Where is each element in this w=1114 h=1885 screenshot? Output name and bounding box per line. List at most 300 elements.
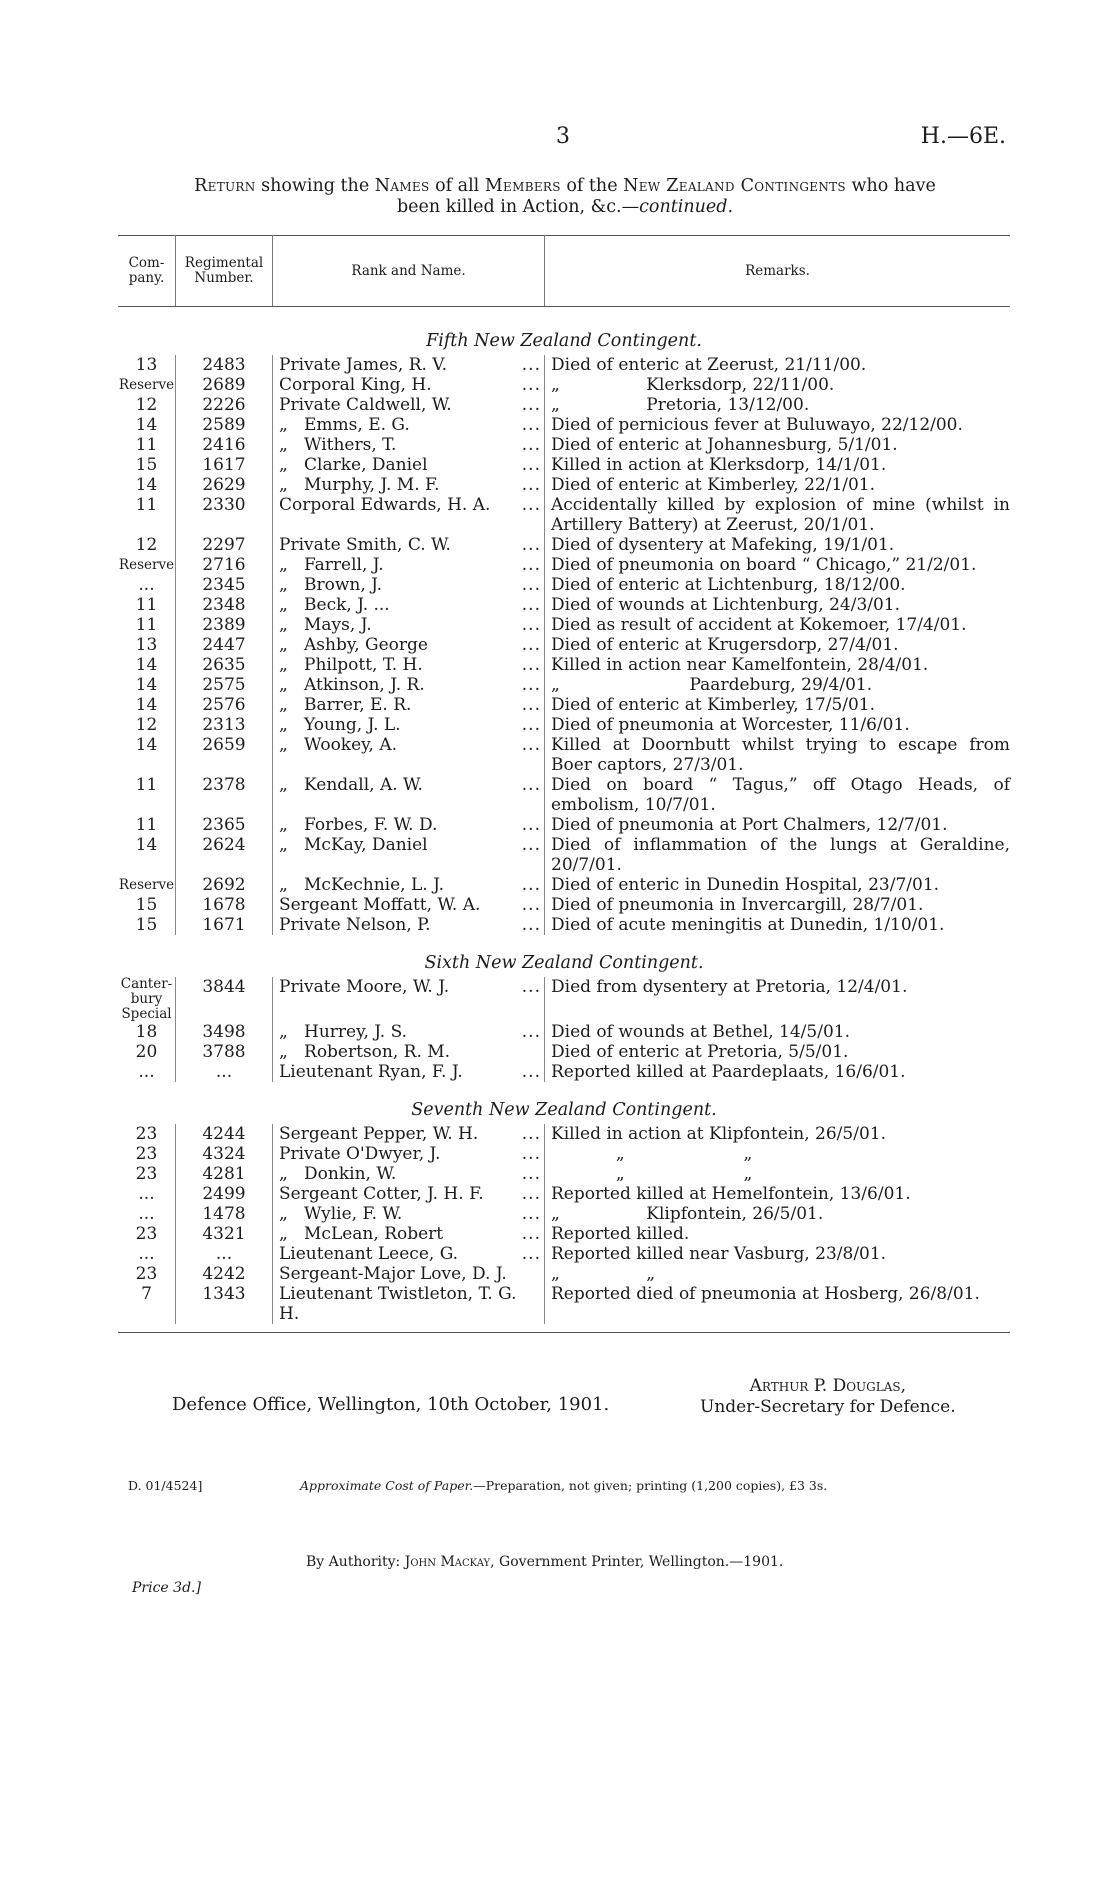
regimental-number-cell: 2576 [176,695,273,715]
casualty-table [118,235,1016,1333]
leader-dots: ... [521,1164,541,1184]
title-part: New Zealand Contingents [623,176,846,196]
table-row [118,1264,1010,1284]
table-row [118,535,1010,555]
leader-dots: ... [521,555,541,575]
rank-name: Private James, R. V. [279,355,448,375]
regimental-number-cell: 2716 [176,555,273,575]
regimental-number-cell: 3498 [176,1022,273,1042]
rank-name-wrap [279,1284,544,1324]
regimental-number-cell: 2575 [176,675,273,695]
rank-name-cell [273,375,545,395]
rank-name: Sergeant Moffatt, W. A. [279,895,481,915]
table-row [118,1184,1010,1204]
regimental-number-cell: 2624 [176,835,273,875]
remarks-cell: Died of wounds at Bethel, 14/5/01. [551,1022,850,1042]
company-cell: 11 [118,595,176,615]
rank-name-wrap [279,675,544,695]
remarks-cell: Killed in action near Kamelfontein, 28/4/01. [551,655,929,675]
regimental-number-cell: 4242 [176,1264,273,1284]
rank-name-wrap [279,875,544,895]
rank-name: Lieutenant Leece, G. [279,1244,459,1264]
company-cell: 13 [118,355,176,375]
rank-name-wrap [279,1144,544,1164]
remarks-cell: Died of wounds at Lichtenburg, 24/3/01. [551,595,901,615]
title-part: Names [374,176,430,196]
regimental-number-cell: ... [176,1062,273,1082]
company-cell: ... [118,575,176,595]
company-cell: 23 [118,1224,176,1244]
table-row [118,1224,1010,1244]
rank-name-cell [273,395,545,415]
regimental-number-cell: 2378 [176,775,273,815]
regimental-number-cell: 4321 [176,1224,273,1244]
table-row [118,375,1010,395]
regimental-number-cell: 1478 [176,1204,273,1224]
leader-dots: ... [521,595,541,615]
rank-name: „ Atkinson, J. R. [279,675,425,695]
regimental-number-cell: 4244 [176,1124,273,1144]
remarks-cell: Reported killed at Hemelfontein, 13/6/01. [551,1184,911,1204]
regimental-number-cell: 2635 [176,655,273,675]
col-remarks-header: Remarks. [545,236,1011,307]
remarks-cell: „ „ [551,1264,656,1284]
table-row [118,455,1010,475]
col-rank-header: Rank and Name. [273,236,545,307]
leader-dots: ... [521,435,541,455]
rank-name-wrap [279,715,544,735]
leader-dots: ... [521,895,541,915]
regimental-number-cell: 2345 [176,575,273,595]
rank-name: „ Barrer, E. R. [279,695,412,715]
leader-dots: ... [521,495,541,515]
rank-name: „ Donkin, W. [279,1164,397,1184]
remarks-cell: Died of enteric at Kimberley, 22/1/01. [551,475,876,495]
company-cell: 7 [118,1284,176,1324]
leader-dots: ... [521,735,541,755]
rank-name-cell [273,977,545,1022]
remarks-cell: Killed at Doornbutt whilst trying to escape from Boer captors, 27/3/01. [551,735,1016,775]
rank-name: Lieutenant Twistleton, T. G. H. [279,1284,522,1324]
rank-name-wrap [279,495,544,515]
rank-name: „ Wylie, F. W. [279,1204,403,1224]
rank-name: Private Nelson, P. [279,915,431,935]
rank-name: Sergeant Pepper, W. H. [279,1124,479,1144]
rank-name-wrap [279,895,544,915]
leader-dots: ... [521,1224,541,1244]
section-heading: Sixth New Zealand Contingent. [424,953,704,973]
rank-name-cell [273,355,545,375]
table-row [118,1022,1010,1042]
rank-name-cell [273,775,545,815]
remarks-cell: Killed in action at Klerksdorp, 14/1/01. [551,455,887,475]
rank-name-cell [273,475,545,495]
remarks-cell: Reported killed near Vasburg, 23/8/01. [551,1244,887,1264]
title-part: showing the [255,176,375,196]
rank-name: „ Clarke, Daniel [279,455,428,475]
rank-name-cell [273,1244,545,1264]
authority-prefix: By Authority: [306,1554,405,1570]
regimental-number-cell: 3788 [176,1042,273,1062]
rank-name-wrap [279,575,544,595]
leader-dots: ... [521,1022,541,1042]
table-row [118,575,1010,595]
table-row [118,475,1010,495]
title-line-2 [120,197,1010,218]
rank-name: „ Murphy, J. M. F. [279,475,440,495]
rank-name: „ Kendall, A. W. [279,775,423,795]
rank-name: „ McLean, Robert [279,1224,444,1244]
table-row [118,1144,1010,1164]
table-row [118,415,1010,435]
company-cell: ... [118,1244,176,1264]
table-row [118,1062,1010,1082]
document-reference: H.—6E. [920,124,1006,149]
regimental-number-cell: 1617 [176,455,273,475]
office-line: Defence Office, Wellington, 10th October, 1901. [172,1394,610,1415]
company-cell: 11 [118,775,176,815]
company-cell: 23 [118,1264,176,1284]
company-cell: 23 [118,1164,176,1184]
company-cell: 14 [118,475,176,495]
remarks-cell: Reported killed. [551,1224,690,1244]
company-cell: ... [118,1184,176,1204]
company-cell: 11 [118,615,176,635]
rank-name-cell [273,1184,545,1204]
section-heading-row [118,935,1010,977]
company-cell: ... [118,1204,176,1224]
regimental-number-cell: ... [176,1244,273,1264]
rank-name-wrap [279,1022,544,1042]
rank-name-wrap [279,1164,544,1184]
title-part: who have [845,176,936,196]
remarks-cell: Died of pneumonia at Worcester, 11/6/01. [551,715,910,735]
rank-name-wrap [279,635,544,655]
rank-name-cell [273,875,545,895]
rank-name-wrap [279,375,544,395]
authority-line [306,1554,783,1570]
leader-dots: ... [521,977,541,997]
rank-name-cell [273,495,545,535]
rank-name: „ Farrell, J. [279,555,384,575]
company-cell: 12 [118,535,176,555]
rank-name: Lieutenant Ryan, F. J. [279,1062,463,1082]
remarks-cell: Died of pneumonia on board “ Chicago,” 21/2/01. [551,555,977,575]
rank-name-wrap [279,977,544,997]
company-cell: ... [118,1062,176,1082]
rank-name-cell [273,435,545,455]
company-cell: Reserve [118,557,175,573]
rank-name-wrap [279,655,544,675]
rank-name-cell [273,1264,545,1284]
regimental-number-cell: 2389 [176,615,273,635]
rank-name-cell [273,835,545,875]
remarks-cell: Died of inflammation of the lungs at Geraldine, 20/7/01. [551,835,1016,875]
rank-name-wrap [279,1204,544,1224]
regimental-number-cell: 2348 [176,595,273,615]
title-part: of all [429,176,485,196]
rank-name: „ Hurrey, J. S. [279,1022,408,1042]
rank-name-wrap [279,415,544,435]
table-row [118,615,1010,635]
table-row [118,977,1010,1022]
rank-name-cell [273,455,545,475]
remarks-cell: Died of enteric at Lichtenburg, 18/12/00. [551,575,906,595]
rank-name-cell [273,715,545,735]
table-row [118,695,1010,715]
section-heading-row [118,1082,1010,1124]
rank-name-wrap [279,615,544,635]
remarks-cell: Died of enteric at Pretoria, 5/5/01. [551,1042,849,1062]
rank-name-cell [273,1124,545,1144]
rank-name: „ Mays, J. [279,615,372,635]
rank-name-cell [273,735,545,775]
rank-name-wrap [279,535,544,555]
regimental-number-cell: 2447 [176,635,273,655]
rank-name-cell [273,1144,545,1164]
remarks-cell: Accidentally killed by explosion of mine (whilst in Artillery Battery) at Zeerust, 20/1/01. [551,495,1016,535]
rank-name: „ Robertson, R. M. [279,1042,451,1062]
leader-dots: ... [521,615,541,635]
leader-dots: ... [521,375,541,395]
rank-name-cell [273,1164,545,1184]
printer-name: John Mackay, [404,1554,495,1570]
leader-dots: ... [521,835,541,855]
remarks-cell: Died on board “ Tagus,” off Otago Heads, of embolism, 10/7/01. [551,775,1016,815]
page-title [120,176,1010,218]
rank-name-cell [273,575,545,595]
regimental-number-cell: 2416 [176,435,273,455]
leader-dots: ... [521,355,541,375]
rank-name: „ McKechnie, L. J. [279,875,444,895]
rank-name-cell [273,895,545,915]
company-cell: 23 [118,1124,176,1144]
signature-block [700,1376,956,1418]
rank-name: Sergeant-Major Love, D. J. [279,1264,507,1284]
remarks-cell: Died of pneumonia in Invercargill, 28/7/01. [551,895,924,915]
rank-name-wrap [279,355,544,375]
rank-name-wrap [279,1244,544,1264]
rank-name: Private Smith, C. W. [279,535,451,555]
regimental-number-cell: 1678 [176,895,273,915]
leader-dots: ... [521,1184,541,1204]
rank-name: „ Ashby, George [279,635,428,655]
regimental-number-cell: 2297 [176,535,273,555]
leader-dots: ... [521,695,541,715]
regimental-number-cell: 2689 [176,375,273,395]
remarks-cell: „ Pretoria, 13/12/00. [551,395,810,415]
table-row [118,355,1010,375]
rank-name-wrap [279,455,544,475]
table-row [118,875,1010,895]
remarks-cell: Killed in action at Klipfontein, 26/5/01. [551,1124,886,1144]
leader-dots: ... [521,655,541,675]
rank-name-wrap [279,595,544,615]
remarks-cell: Died of enteric at Johannesburg, 5/1/01. [551,435,898,455]
rank-name-cell [273,555,545,575]
table-row [118,815,1010,835]
company-cell: 14 [118,695,176,715]
rank-name: „ Wookey, A. [279,735,398,755]
table-row [118,1042,1010,1062]
rank-name-wrap [279,555,544,575]
remarks-cell: „ Paardeburg, 29/4/01. [551,675,873,695]
company-cell: 20 [118,1042,176,1062]
rank-name-wrap [279,1264,544,1284]
remarks-cell: Died of enteric in Dunedin Hospital, 23/7/01. [551,875,940,895]
rank-name: Corporal King, H. [279,375,432,395]
title-part: Return [194,176,256,196]
rank-name-cell [273,1284,545,1324]
rank-name: „ Young, J. L. [279,715,401,735]
rank-name: „ Withers, T. [279,435,397,455]
remarks-cell: „ Klerksdorp, 22/11/00. [551,375,835,395]
cost-label: Approximate Cost of Paper. [300,1478,474,1493]
rank-name: „ Philpott, T. H. [279,655,423,675]
authority-suffix: Government Printer, Wellington.—1901. [494,1554,784,1570]
table-row [118,435,1010,455]
rank-name: Sergeant Cotter, J. H. F. [279,1184,484,1204]
table-row [118,595,1010,615]
table-row [118,735,1010,775]
rank-name-cell [273,1042,545,1062]
table-row [118,1164,1010,1184]
rank-name-wrap [279,395,544,415]
company-cell: 11 [118,815,176,835]
table-row [118,1124,1010,1144]
table-row [118,675,1010,695]
section-heading: Seventh New Zealand Contingent. [411,1100,717,1120]
company-cell: 11 [118,435,176,455]
price-note: Price 3d.] [132,1580,201,1596]
company-cell: 13 [118,635,176,655]
table-row [118,1244,1010,1264]
remarks-cell: Died of enteric at Kimberley, 17/5/01. [551,695,876,715]
company-cell: 18 [118,1022,176,1042]
company-cell: Reserve [118,877,175,893]
rank-name: Private O'Dwyer, J. [279,1144,441,1164]
remarks-cell: Reported died of pneumonia at Hosberg, 26/8/01. [551,1284,980,1304]
rank-name-wrap [279,815,544,835]
regimental-number-cell: 2499 [176,1184,273,1204]
title-part: Members [484,176,561,196]
table-row [118,1284,1010,1324]
company-cell: Reserve [118,377,175,393]
col-company-header: Com- pany. [118,236,176,307]
rank-name-wrap [279,1062,544,1082]
table-row [118,835,1010,875]
regimental-number-cell: 2629 [176,475,273,495]
rank-name: „ Emms, E. G. [279,415,410,435]
leader-dots: ... [521,395,541,415]
rank-name-cell [273,695,545,715]
rank-name-cell [273,535,545,555]
remarks-cell: „ „ [551,1164,753,1184]
rank-name-wrap [279,775,544,795]
remarks-cell: Died of dysentery at Mafeking, 19/1/01. [551,535,895,555]
leader-dots: ... [521,575,541,595]
regimental-number-cell: 2365 [176,815,273,835]
remarks-cell: Died of pernicious fever at Buluwayo, 22/12/00. [551,415,963,435]
rank-name-wrap [279,835,544,855]
company-cell: 11 [118,495,176,535]
leader-dots: ... [521,415,541,435]
company-cell: 15 [118,895,176,915]
company-cell: 14 [118,735,176,775]
document-code: D. 01/4524] [128,1478,203,1493]
signatory-name: Arthur P. Douglas, [749,1376,906,1396]
company-cell: 23 [118,1144,176,1164]
rank-name-cell [273,815,545,835]
leader-dots: ... [521,715,541,735]
table-header-row [118,236,1010,307]
remarks-cell: Died of enteric at Zeerust, 21/11/00. [551,355,867,375]
rank-name: „ Brown, J. [279,575,383,595]
remarks-cell: Died of acute meningitis at Dunedin, 1/10/01. [551,915,945,935]
table-row [118,715,1010,735]
regimental-number-cell: 1671 [176,915,273,935]
regimental-number-cell: 4324 [176,1144,273,1164]
leader-dots: ... [521,475,541,495]
leader-dots: ... [521,875,541,895]
rank-name-wrap [279,1124,544,1144]
company-cell: 14 [118,415,176,435]
cost-text: —Preparation, not given; printing (1,200 copies), £3 3s. [473,1478,828,1493]
leader-dots: ... [521,775,541,795]
rank-name-wrap [279,435,544,455]
regimental-number-cell: 2659 [176,735,273,775]
remarks-cell: Died from dysentery at Pretoria, 12/4/01. [551,977,908,997]
table-body [118,307,1016,1333]
rank-name: „ Beck, J. ... [279,595,390,615]
remarks-cell: „ „ [551,1144,753,1164]
rank-name-cell [273,635,545,655]
table-row [118,1204,1010,1224]
leader-dots: ... [521,675,541,695]
title-part: of the [560,176,624,196]
company-cell: 12 [118,395,176,415]
regimental-number-cell: 2692 [176,875,273,895]
company-cell: 15 [118,455,176,475]
table-row [118,655,1010,675]
remarks-cell: Died of enteric at Krugersdorp, 27/4/01. [551,635,899,655]
remarks-cell: Died of pneumonia at Port Chalmers, 12/7/01. [551,815,948,835]
rank-name-wrap [279,1184,544,1204]
table-row [118,915,1010,935]
company-cell: 14 [118,655,176,675]
section-heading-row [118,307,1010,356]
rank-name-cell [273,615,545,635]
leader-dots: ... [521,535,541,555]
rank-name-wrap [279,1042,544,1062]
rank-name-cell [273,1062,545,1082]
leader-dots: ... [521,1204,541,1224]
signatory-title: Under-Secretary for Defence. [700,1397,956,1417]
rank-name-wrap [279,735,544,755]
company-cell: 15 [118,915,176,935]
table-row [118,555,1010,575]
regimental-number-cell: 1343 [176,1284,273,1324]
table-row [118,635,1010,655]
table-end-rule-cell [118,1324,1010,1333]
table-row [118,775,1010,815]
rank-name: „ McKay, Daniel [279,835,428,855]
company-cell: 12 [118,715,176,735]
table-row [118,395,1010,415]
company-cell: Canter- bury Special [118,977,176,1022]
rank-name-cell [273,1022,545,1042]
section-heading: Fifth New Zealand Contingent. [426,331,702,351]
